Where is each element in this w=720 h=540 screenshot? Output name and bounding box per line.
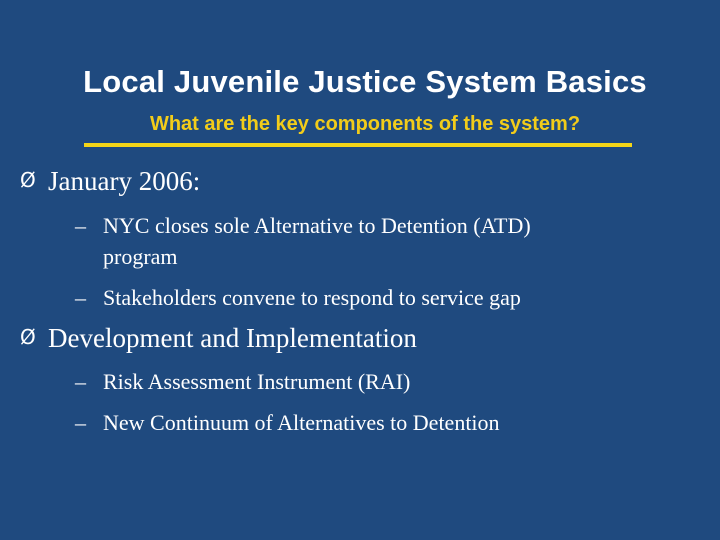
arrow-bullet-icon: Ø — [20, 168, 36, 192]
sub-bullet-atd — [75, 213, 531, 239]
sub-bullet-text: New Continuum of Alternatives to Detention — [103, 410, 500, 435]
sub-bullet-text: NYC closes sole Alternative to Detention (ATD) — [103, 213, 531, 238]
dash-bullet-icon: – — [75, 213, 86, 238]
slide-title: Local Juvenile Justice System Basics — [83, 64, 647, 99]
dash-bullet-icon: – — [75, 410, 86, 435]
dash-bullet-icon: – — [75, 369, 86, 394]
bullet-development — [20, 323, 417, 354]
sub-bullet-text: Stakeholders convene to respond to service gap — [103, 285, 521, 310]
slide-subtitle: What are the key components of the system? — [149, 113, 581, 135]
sub-bullet-stakeholders — [75, 285, 521, 311]
sub-bullet-atd-continuation: program — [103, 244, 178, 269]
subtitle-underline — [84, 143, 632, 147]
bullet-january-2006 — [20, 166, 200, 197]
sub-bullet-continuum — [75, 410, 500, 436]
arrow-bullet-icon: Ø — [20, 325, 36, 349]
bullet-text: Development and Implementation — [48, 323, 417, 353]
dash-bullet-icon: – — [75, 285, 86, 310]
sub-bullet-rai — [75, 369, 410, 395]
bullet-text: January 2006: — [48, 166, 201, 196]
sub-bullet-text: Risk Assessment Instrument (RAI) — [103, 369, 411, 394]
